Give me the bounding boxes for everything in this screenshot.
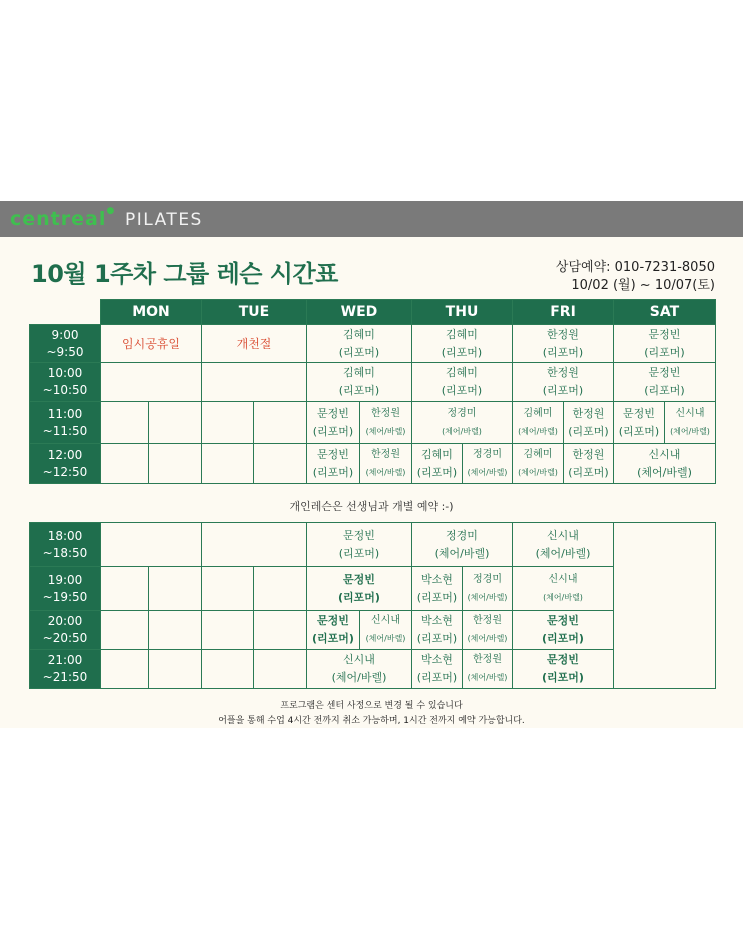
class-slot[interactable]: 문정빈 (리포머) [307,523,412,567]
class-slot[interactable]: 문정빈 (리포머) [614,325,716,363]
class-slot[interactable]: 한정원 (리포머) [564,402,614,444]
time-cell: 19:00 ~19:50 [30,567,101,611]
class-slot[interactable]: 김혜미 (리포머) [412,325,513,363]
brand-name: PILATES [125,210,203,230]
page-title: 10월 1주차 그룹 레슨 시간표 [31,260,338,288]
row-2100 [30,650,716,689]
row-2000 [30,611,716,650]
empty-slot [202,611,254,650]
class-slot[interactable]: 신시내 (체어/바렐) [665,402,716,444]
holiday-mon: 임시공휴일 [101,325,202,363]
class-slot[interactable]: 김혜미 (체어/바렐) [513,402,564,444]
class-slot[interactable]: 김혜미 (리포머) [307,325,412,363]
class-slot[interactable]: 박소현 (리포머) [412,611,463,650]
row-1100 [30,402,716,444]
empty-slot [101,611,149,650]
class-slot[interactable]: 신시내 (체어/바렐) [614,444,716,484]
holiday-tue: 개천절 [202,325,307,363]
class-slot[interactable]: 문정빈 (리포머) [614,363,716,402]
morning-schedule-table [29,299,716,484]
class-slot[interactable]: 김혜미 (리포머) [412,444,463,484]
row-1900 [30,567,716,611]
logo-dot-icon: ● [106,206,116,216]
class-slot[interactable]: 문정빈 (리포머) [513,650,614,689]
row-1000 [30,363,716,402]
row-0900 [30,325,716,363]
empty-slot [202,650,254,689]
empty-slot [101,523,202,567]
empty-slot [101,363,202,402]
time-cell: 21:00 ~21:50 [30,650,101,689]
schedule-poster [0,201,743,728]
class-slot[interactable]: 김혜미 (리포머) [412,363,513,402]
class-slot[interactable]: 신시내 (체어/바렐) [513,567,614,611]
empty-slot [202,444,254,484]
class-slot[interactable]: 신시내 (체어/바렐) [307,650,412,689]
empty-slot [101,650,149,689]
footer-notice-change: 프로그램은 센터 사정으로 변경 될 수 있습니다 [280,701,463,711]
day-header-row [30,300,716,325]
brand-logo: centreal ● [10,206,116,230]
evening-schedule-table [29,522,716,689]
empty-slot [149,567,202,611]
class-slot[interactable]: 문정빈 (리포머) [513,611,614,650]
empty-slot [101,402,149,444]
class-slot[interactable]: 한정원 (체어/바렐) [463,611,513,650]
empty-slot [254,444,307,484]
class-slot[interactable]: 정경미 (체어/바렐) [463,444,513,484]
class-slot[interactable]: 한정원 (리포머) [564,444,614,484]
consult-phone: 상담예약: 010-7231-8050 [555,260,715,275]
day-header-wed: WED [307,300,412,325]
day-header-mon: MON [101,300,202,325]
day-header-fri: FRI [513,300,614,325]
time-cell: 18:00 ~18:50 [30,523,101,567]
class-slot[interactable]: 한정원 (체어/바렐) [360,402,412,444]
empty-slot [101,567,149,611]
class-slot[interactable]: 한정원 (체어/바렐) [463,650,513,689]
empty-slot [149,402,202,444]
corner-cell [30,300,101,325]
empty-slot [202,363,307,402]
class-slot[interactable]: 한정원 (체어/바렐) [360,444,412,484]
date-range: 10/02 (월) ~ 10/07(토) [571,278,715,293]
class-slot[interactable]: 한정원 (리포머) [513,325,614,363]
class-slot[interactable]: 김혜미 (체어/바렐) [513,444,564,484]
empty-slot [149,650,202,689]
time-cell: 12:00 ~12:50 [30,444,101,484]
class-slot[interactable]: 박소현 (리포머) [412,567,463,611]
day-header-tue: TUE [202,300,307,325]
empty-slot [202,402,254,444]
class-slot[interactable]: 신시내 (체어/바렐) [360,611,412,650]
class-slot[interactable]: 문정빈 (리포머) [614,402,665,444]
time-cell: 20:00 ~20:50 [30,611,101,650]
class-slot[interactable]: 신시내 (체어/바렐) [513,523,614,567]
class-slot[interactable]: 김혜미 (리포머) [307,363,412,402]
class-slot[interactable]: 문정빈 (리포머) [307,444,360,484]
empty-slot [202,523,307,567]
empty-slot [149,444,202,484]
class-slot[interactable]: 정경미 (체어/바렐) [412,523,513,567]
brand-bar [0,201,743,237]
empty-slot [254,567,307,611]
sat-evening-empty [614,523,716,689]
class-slot[interactable]: 한정원 (리포머) [513,363,614,402]
personal-lesson-note: 개인레슨은 선생님과 개별 예약 :-) [289,500,454,513]
time-cell: 11:00 ~11:50 [30,402,101,444]
empty-slot [101,444,149,484]
class-slot[interactable]: 정경미 (체어/바렐) [412,402,513,444]
class-slot[interactable]: 정경미 (체어/바렐) [463,567,513,611]
day-header-sat: SAT [614,300,716,325]
row-1800 [30,523,716,567]
class-slot[interactable]: 박소현 (리포머) [412,650,463,689]
row-1200 [30,444,716,484]
day-header-thu: THU [412,300,513,325]
empty-slot [254,650,307,689]
class-slot[interactable]: 문정빈 (리포머) [307,611,360,650]
empty-slot [254,402,307,444]
empty-slot [202,567,254,611]
empty-slot [254,611,307,650]
time-cell: 10:00 ~10:50 [30,363,101,402]
empty-slot [149,611,202,650]
footer-notice-booking: 어플을 통해 수업 4시간 전까지 취소 가능하며, 1시간 전까지 예약 가능합니다. [218,716,525,726]
class-slot[interactable]: 문정빈 (리포머) [307,402,360,444]
time-cell: 9:00 ~9:50 [30,325,101,363]
class-slot[interactable]: 문정빈 (리포머) [307,567,412,611]
